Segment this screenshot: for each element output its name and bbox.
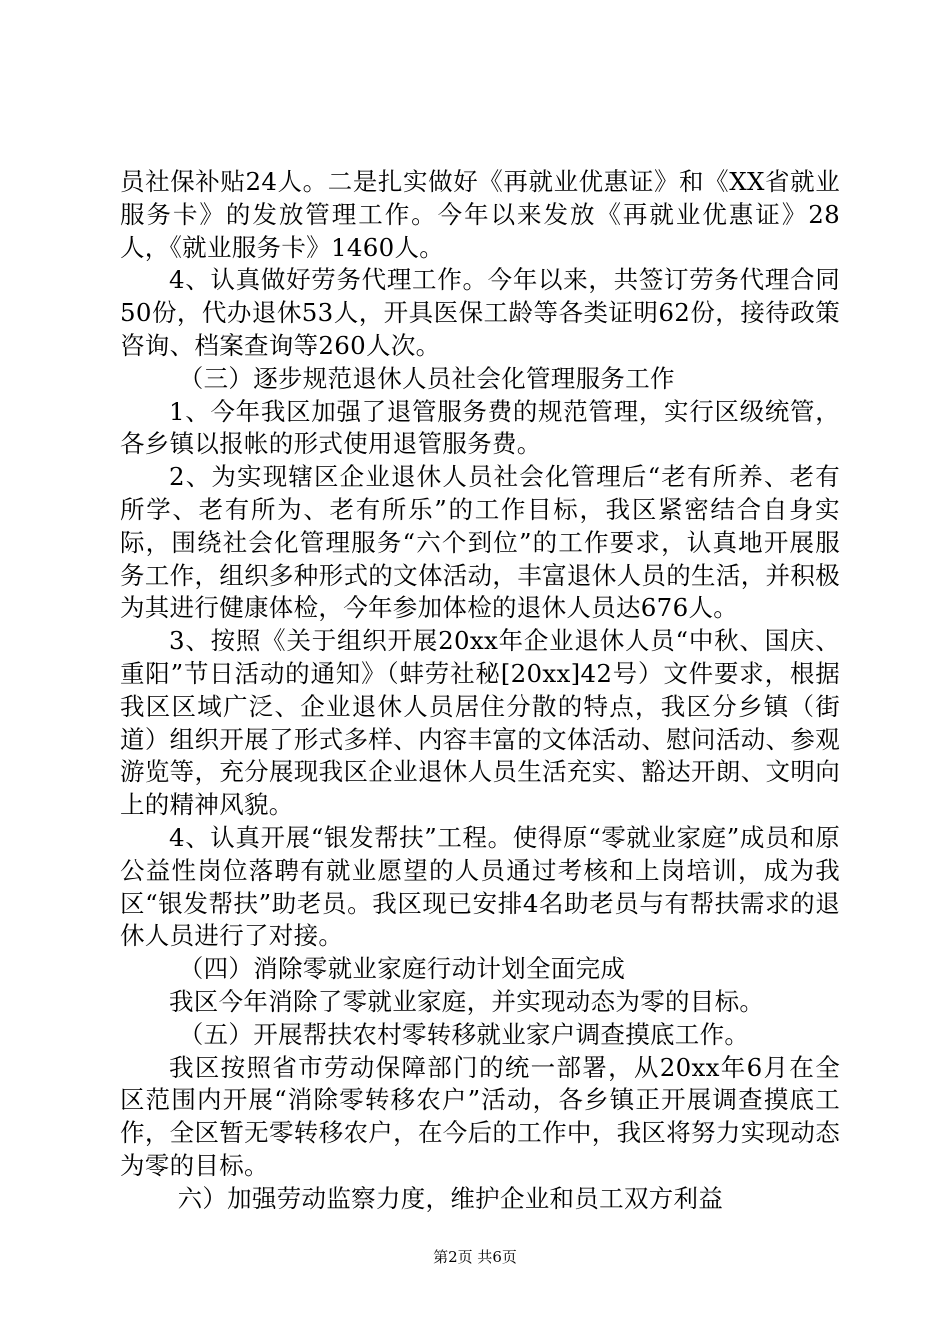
section-heading-4: （四）消除零就业家庭行动计划全面完成 <box>178 954 626 984</box>
paragraph-festival-activities: 3、按照《关于组织开展20xx年企业退休人员“中秋、国庆、重阳”节日活动的通知》（蚌劳社秘[20xx]42号）文件要求，根据我区区域广泛、企业退休人员居住分散的特点，我区分乡镇（街道）组织开展了形式多样、内容丰富的文体活动、慰问活动、参观游览等，充分展现我区企业退休人员生活充实、豁达开朗、文明向上的精神风貌。 <box>120 626 840 820</box>
paragraph-zero-employment: 我区今年消除了零就业家庭，并实现动态为零的目标。 <box>169 986 765 1016</box>
paragraph-silver-assistance: 4、认真开展“银发帮扶”工程。使得原“零就业家庭”成员和原公益性岗位落聘有就业愿望的人员通过考核和上岗培训，成为我区“银发帮扶”助老员。我区现已安排4名助老员与有帮扶需求的退休人员进行了对接。 <box>120 822 840 951</box>
section-heading-3: （三）逐步规范退休人员社会化管理服务工作 <box>178 363 675 393</box>
section-heading-5: （五）开展帮扶农村零转移就业家户调查摸底工作。 <box>178 1019 750 1049</box>
paragraph-continuation: 员社保补贴24人。二是扎实做好《再就业优惠证》和《XX省就业服务卡》的发放管理工作。今年以来发放《再就业优惠证》28人，《就业服务卡》1460人。 <box>120 167 840 262</box>
paragraph-social-management: 2、为实现辖区企业退休人员社会化管理后“老有所养、老有所学、老有所为、老有所乐”的工作目标，我区紧密结合自身实际，围绕社会化管理服务“六个到位”的工作要求，认真地开展服务工作，组织多种形式的文体活动，丰富退休人员的生活，并积极为其进行健康体检，今年参加体检的退休人员达676人。 <box>120 462 840 623</box>
section-heading-6: 六）加强劳动监察力度，维护企业和员工双方利益 <box>177 1183 724 1213</box>
page-footer: 第2页 共6页 <box>433 1248 517 1266</box>
document-body <box>120 166 840 1216</box>
paragraph-retirement-fee: 1、今年我区加强了退管服务费的规范管理，实行区级统管，各乡镇以报帐的形式使用退管服务费。 <box>120 396 840 459</box>
paragraph-labor-agency: 4、认真做好劳务代理工作。今年以来，共签订劳务代理合同50份，代办退休53人，开具医保工龄等各类证明62份，接待政策咨询、档案查询等260人次。 <box>120 265 840 360</box>
paragraph-rural-survey: 我区按照省市劳动保障部门的统一部署，从20xx年6月在全区范围内开展“消除零转移农户”活动，各乡镇正开展调查摸底工作，全区暂无零转移农户，在今后的工作中，我区将努力实现动态为零的目标。 <box>120 1052 840 1180</box>
